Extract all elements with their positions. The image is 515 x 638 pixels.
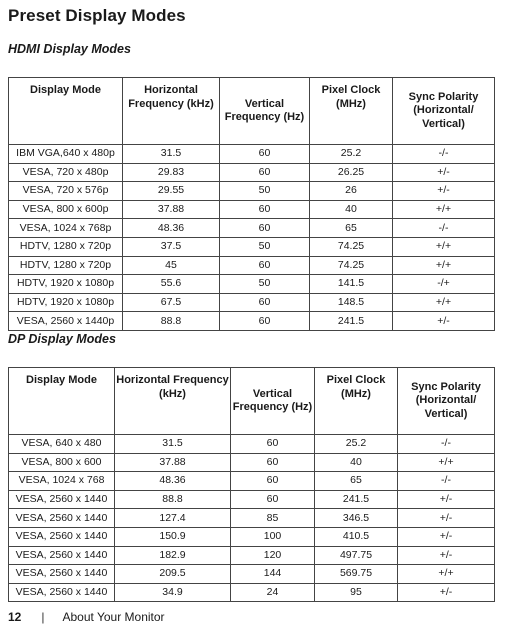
table-cell: VESA, 1024 x 768p [9,219,123,238]
hdmi-table-body [9,145,495,331]
table-cell: VESA, 2560 x 1440 [9,546,115,565]
table-cell: 31.5 [115,435,231,454]
table-row [9,472,495,491]
table-cell: 60 [220,312,310,331]
table-cell: 48.36 [123,219,220,238]
table-cell: 29.55 [123,182,220,201]
table-cell: VESA, 800 x 600p [9,200,123,219]
table-cell: 50 [220,237,310,256]
table-cell: 37.5 [123,237,220,256]
table-header-row [9,368,495,435]
table-cell: VESA, 720 x 576p [9,182,123,201]
table-cell: 50 [220,182,310,201]
table-cell: 55.6 [123,275,220,294]
table-cell: 74.25 [310,237,393,256]
table-row [9,256,495,275]
table-cell: +/+ [393,237,495,256]
table-cell: 241.5 [315,490,398,509]
table-cell: 29.83 [123,163,220,182]
table-cell: 48.36 [115,472,231,491]
table-cell: 60 [220,145,310,164]
table-cell: +/- [398,546,495,565]
table-row [9,275,495,294]
table-cell: HDTV, 1280 x 720p [9,237,123,256]
table-cell: 60 [220,219,310,238]
table-cell: 25.2 [315,435,398,454]
table-row [9,490,495,509]
table-cell: +/- [393,182,495,201]
table-cell: 141.5 [310,275,393,294]
table-cell: 569.75 [315,565,398,584]
table-row [9,312,495,331]
column-header-sync-polarity: Sync Polarity (Horizontal/ Vertical) [393,78,495,145]
table-cell: 100 [231,527,315,546]
column-header-pixel-clock: Pixel Clock (MHz) [310,78,393,145]
dp-modes-table [8,367,495,602]
table-row [9,200,495,219]
table-cell: VESA, 800 x 600 [9,453,115,472]
table-cell: VESA, 2560 x 1440 [9,527,115,546]
table-cell: 26 [310,182,393,201]
table-cell: 50 [220,275,310,294]
table-row [9,453,495,472]
table-row [9,293,495,312]
dp-table-body [9,435,495,602]
dp-section-heading: DP Display Modes [8,332,116,346]
table-cell: +/+ [398,565,495,584]
table-row [9,435,495,454]
hdmi-section-heading: HDMI Display Modes [8,42,131,56]
table-cell: -/- [398,435,495,454]
table-cell: 25.2 [310,145,393,164]
table-cell: 497.75 [315,546,398,565]
table-cell: 67.5 [123,293,220,312]
table-cell: 60 [231,490,315,509]
table-cell: IBM VGA,640 x 480p [9,145,123,164]
table-cell: 410.5 [315,527,398,546]
table-cell: 24 [231,583,315,602]
table-row [9,509,495,528]
table-cell: HDTV, 1920 x 1080p [9,275,123,294]
table-cell: 150.9 [115,527,231,546]
table-cell: 209.5 [115,565,231,584]
table-cell: VESA, 2560 x 1440 [9,565,115,584]
page-footer [8,610,165,624]
table-cell: 60 [231,453,315,472]
table-cell: 88.8 [123,312,220,331]
table-cell: 241.5 [310,312,393,331]
table-cell: 60 [231,472,315,491]
table-cell: 40 [310,200,393,219]
table-cell: VESA, 1024 x 768 [9,472,115,491]
table-row [9,565,495,584]
table-cell: 31.5 [123,145,220,164]
column-header-vertical-frequency: Vertical Frequency (Hz) [220,78,310,145]
table-cell: VESA, 720 x 480p [9,163,123,182]
table-cell: +/+ [393,293,495,312]
table-cell: 127.4 [115,509,231,528]
table-cell: 74.25 [310,256,393,275]
table-cell: +/- [398,527,495,546]
table-row [9,237,495,256]
footer-separator: | [41,610,45,624]
table-cell: +/- [398,490,495,509]
table-cell: -/+ [393,275,495,294]
table-cell: 85 [231,509,315,528]
column-header-sync-polarity: Sync Polarity (Horizontal/ Vertical) [398,368,495,435]
table-cell: HDTV, 1920 x 1080p [9,293,123,312]
table-cell: 60 [220,293,310,312]
table-row [9,546,495,565]
table-cell: -/- [398,472,495,491]
table-cell: HDTV, 1280 x 720p [9,256,123,275]
table-cell: 40 [315,453,398,472]
table-row [9,163,495,182]
table-header-row [9,78,495,145]
table-cell: 148.5 [310,293,393,312]
table-row [9,182,495,201]
table-cell: 45 [123,256,220,275]
column-header-pixel-clock: Pixel Clock (MHz) [315,368,398,435]
table-cell: +/- [393,163,495,182]
table-cell: VESA, 2560 x 1440 [9,490,115,509]
table-cell: 65 [315,472,398,491]
table-cell: 60 [220,163,310,182]
table-cell: 37.88 [115,453,231,472]
table-cell: +/- [393,312,495,331]
table-cell: 60 [231,435,315,454]
table-row [9,527,495,546]
table-cell: 37.88 [123,200,220,219]
table-cell: -/- [393,145,495,164]
table-cell: 60 [220,200,310,219]
page-number: 12 [8,610,22,624]
table-cell: +/+ [393,256,495,275]
table-cell: VESA, 2560 x 1440p [9,312,123,331]
table-cell: VESA, 2560 x 1440 [9,509,115,528]
column-header-display-mode: Display Mode [9,368,115,435]
table-cell: 60 [220,256,310,275]
table-cell: 346.5 [315,509,398,528]
table-cell: 65 [310,219,393,238]
table-cell: +/+ [393,200,495,219]
table-cell: +/+ [398,453,495,472]
column-header-vertical-frequency: Vertical Frequency (Hz) [231,368,315,435]
table-cell: 88.8 [115,490,231,509]
column-header-horizontal-frequency: Horizontal Frequency (kHz) [115,368,231,435]
table-cell: 182.9 [115,546,231,565]
footer-section-title: About Your Monitor [62,610,165,624]
table-cell: +/- [398,583,495,602]
table-cell: 26.25 [310,163,393,182]
table-cell: -/- [393,219,495,238]
table-cell: 34.9 [115,583,231,602]
column-header-display-mode: Display Mode [9,78,123,145]
table-cell: VESA, 640 x 480 [9,435,115,454]
table-row [9,145,495,164]
table-row [9,583,495,602]
table-cell: 120 [231,546,315,565]
table-cell: 95 [315,583,398,602]
column-header-horizontal-frequency: Horizontal Frequency (kHz) [123,78,220,145]
table-cell: 144 [231,565,315,584]
page-title: Preset Display Modes [8,6,186,25]
table-cell: VESA, 2560 x 1440 [9,583,115,602]
table-cell: +/- [398,509,495,528]
hdmi-modes-table [8,77,495,331]
table-row [9,219,495,238]
